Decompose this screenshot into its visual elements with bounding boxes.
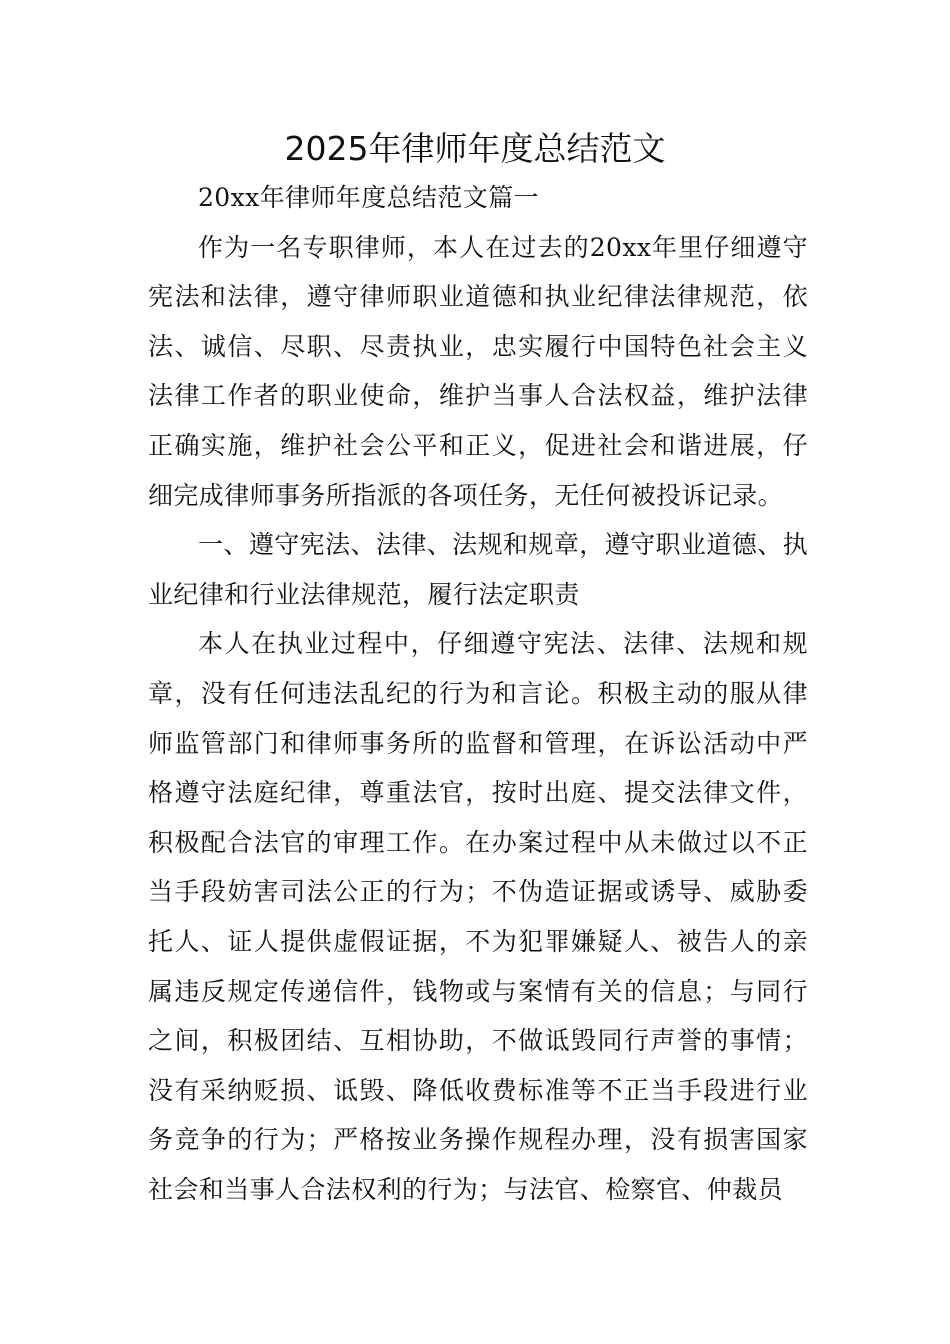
paragraph-section-heading: 一、遵守宪法、法律、法规和规章，遵守职业道德、执业纪律和行业法律规范，履行法定职责 [148, 530, 808, 609]
section-subheading: 20xx年律师年度总结范文篇一 [198, 183, 540, 212]
paragraph-compliance: 本人在执业过程中，仔细遵守宪法、法律、法规和规章，没有任何违法乱纪的行为和言论。积极主动的服从律师监管部门和律师事务所的监督和管理，在诉讼活动中严格遵守法庭纪律，尊重法官，按时出庭、提交法律文件，积极配合法官的审理工作。在办案过程中从未做过以不正当手段妨害司法公正的行为；不伪造证据或诱导、威胁委托人、证人提供虚假证据，不为犯罪嫌疑人、被告人的亲属违反规定传递信件，钱物或与案情有关的信息；与同行之间，积极团结、互相协助，不做诋毁同行声誉的事情；没有采纳贬损、诋毁、降低收费标准等不正当手段进行业务竞争的行为；严格按业务操作规程办理，没有损害国家社会和当事人合法权利的行为；与法官、检察官、仲裁员 [148, 629, 808, 1204]
paragraph-intro: 作为一名专职律师，本人在过去的20xx年里仔细遵守宪法和法律，遵守律师职业道德和执业纪律法律规范，依法、诚信、尽职、尽责执业，忠实履行中国特色社会主义法律工作者的职业使命，维护当事人合法权益，维护法律正确实施，维护社会公平和正义，促进社会和谐进展，仔细完成律师事务所指派的各项任务，无任何被投诉记录。 [148, 232, 808, 510]
document-body [148, 173, 808, 1214]
document-title: 2025年律师年度总结范文 [284, 129, 666, 168]
